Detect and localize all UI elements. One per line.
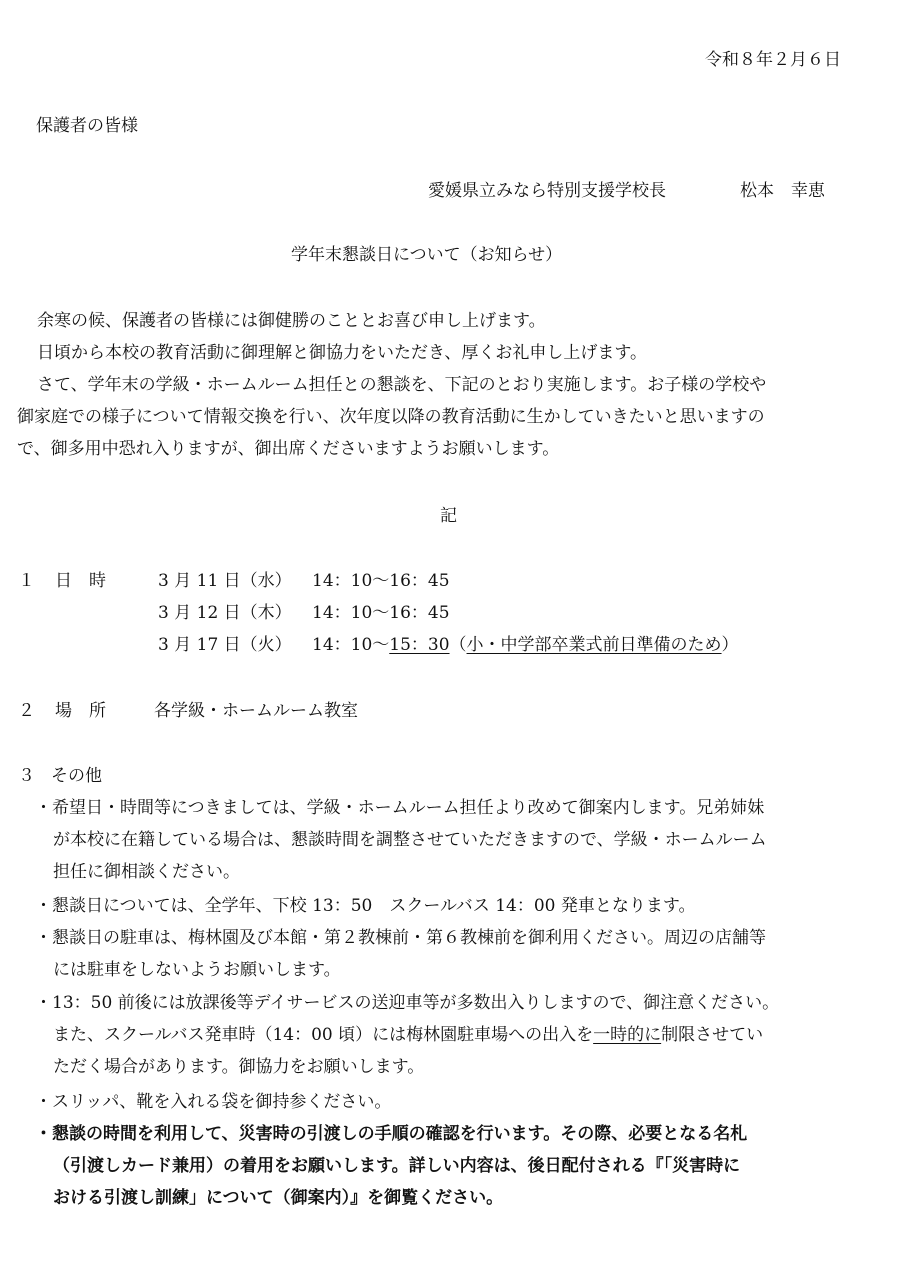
underlined-text: 一時的に — [593, 1025, 662, 1045]
schedule-note: 小・中学部卒業式前日準備のため — [466, 635, 722, 655]
issue-date: 令和８年２月６日 — [705, 50, 841, 70]
sender-org: 愛媛県立みなら特別支援学校長 — [428, 181, 666, 201]
body-line: 御家庭での様子について情報交換を行い、次年度以降の教育活動に生かしていきたいと思いますの — [17, 407, 765, 427]
bullet-line: 担任に御相談ください。 — [53, 862, 240, 882]
place-value: 各学級・ホームルーム教室 — [154, 701, 358, 721]
item-label-datetime: 日 時 — [55, 571, 106, 591]
schedule-time: 14：10〜16：45 — [312, 603, 450, 623]
schedule-day: 3 月 12 日（木） — [158, 603, 292, 623]
schedule-time-start: 14：10〜 — [312, 635, 390, 655]
bullet-line: ・懇談日については、全学年、下校 13：50 スクールバス 14：00 発車となります。 — [35, 896, 696, 916]
bullet-line: ・13：50 前後には放課後等デイサービスの送迎車等が多数出入りしますので、御注意ください。 — [35, 993, 780, 1013]
bullet-line: ・懇談日の駐車は、梅林園及び本館・第２教棟前・第６教棟前を御利用ください。周辺の店舗等 — [35, 928, 766, 948]
bullet-line: ただく場合があります。御協力をお願いします。 — [53, 1057, 425, 1077]
schedule-time-row — [312, 637, 739, 654]
sender-name: 松本 幸恵 — [740, 181, 825, 201]
item-label-place: 場 所 — [55, 701, 106, 721]
item-number: ３ — [18, 766, 35, 786]
body-line: 日頃から本校の教育活動に御理解と御協力をいただき、厚くお礼申し上げます。 — [37, 343, 647, 363]
bullet-line: には駐車をしないようお願いします。 — [53, 960, 341, 980]
paren-open: （ — [449, 635, 467, 655]
bullet-line: ・希望日・時間等につきましては、学級・ホームルーム担任より改めて御案内します。兄弟姉妹 — [35, 798, 765, 818]
schedule-time-end: 15：30 — [389, 635, 450, 655]
body-line: で、御多用中恐れ入りますが、御出席くださいますようお願いします。 — [17, 439, 560, 459]
document-title: 学年末懇談日について（お知らせ） — [291, 245, 563, 265]
bullet-line — [53, 1027, 763, 1044]
body-line: 余寒の候、保護者の皆様には御健勝のこととお喜び申し上げます。 — [37, 311, 546, 331]
item-label-other: その他 — [51, 766, 102, 786]
bullet-text: また、スクールバス発車時（14：00 頃）には梅林園駐車場への出入を — [53, 1025, 594, 1045]
bullet-line: ・スリッパ、靴を入れる袋を御持参ください。 — [35, 1092, 392, 1112]
bullet-text: 制限させてい — [661, 1025, 764, 1045]
schedule-day: 3 月 17 日（火） — [158, 635, 292, 655]
bullet-line: が本校に在籍している場合は、懇談時間を調整させていただきますので、学級・ホームルーム — [53, 830, 767, 850]
schedule-time: 14：10〜16：45 — [312, 571, 450, 591]
bullet-line-bold: （引渡しカード兼用）の着用をお願いします。詳しい内容は、後日配付される『「災害時に — [53, 1156, 741, 1176]
bullet-line-bold: おける引渡し訓練」について（御案内）』を御覧ください。 — [53, 1188, 504, 1208]
item-number: １ — [18, 571, 35, 591]
ki-heading: 記 — [440, 506, 457, 526]
body-line: さて、学年末の学級・ホームルーム担任との懇談を、下記のとおり実施します。お子様の学校や — [37, 375, 767, 395]
recipient: 保護者の皆様 — [36, 116, 138, 136]
item-number: ２ — [18, 701, 35, 721]
schedule-day: 3 月 11 日（水） — [158, 571, 292, 591]
bullet-line-bold: ・懇談の時間を利用して、災害時の引渡しの手順の確認を行います。その際、必要となる名札 — [35, 1124, 748, 1144]
paren-close: ） — [721, 635, 739, 655]
